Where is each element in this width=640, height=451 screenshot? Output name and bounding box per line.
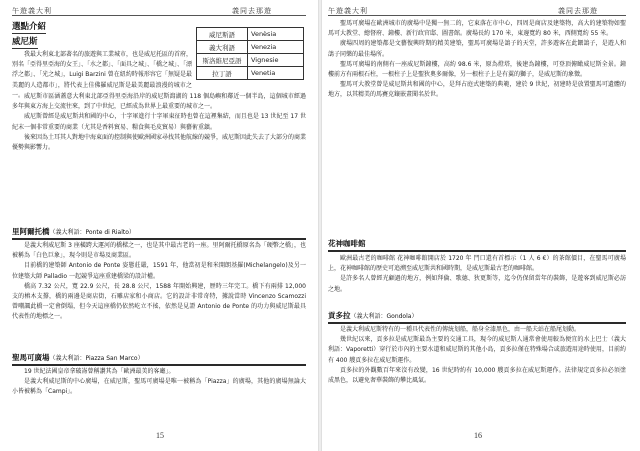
- name-row: [197, 28, 304, 41]
- intro-paragraph: 威尼斯曾經是威尼斯共和國的中心，十字軍進行十字軍東征時也曾在這裡集結，而且也是 13 世紀至 17 世紀末一個非常重要的商業（尤其是香料貿易、糧食與毛皮貿易）與藝術重鎮。: [12, 113, 306, 131]
- rialto-heading: [12, 226, 135, 237]
- rialto-body: [12, 241, 306, 351]
- name-lang: 拉丁語: [197, 67, 248, 80]
- san-marco-subtitle: （義大利語：Piazza San Marco）: [49, 355, 144, 362]
- header-rule: [12, 15, 306, 16]
- san-marco-paragraph: 19 世紀法國皇帝拿破崙曾稱讚其為「歐洲最美的客廳」。: [24, 368, 175, 375]
- running-header-right: 義同去那遊: [558, 7, 598, 15]
- san-marco-paragraph: 聖馬可大教堂曾是威尼斯共和國的中心，是拜占庭式建築的典範，建於 9 世紀，初建時是放置聖馬可遺體的地方，以其精美的馬賽克鑲嵌畫聞名於世。: [328, 81, 626, 99]
- gondola-paragraph: 幾世紀以來，貢多拉是威尼斯最為主要的交通工具，現今的威尼斯人通常會使用較為便宜的水上巴士（義大利語：Vaporetti）穿行於市內的主要水道和威尼斯的其他小島，貢多拉僅在特殊場合或旅遊用途時使用，目前約有 400 艘貢多拉在威尼斯運作。: [328, 336, 626, 364]
- heading-bar: [12, 364, 306, 366]
- florian-title: 花神咖啡館: [328, 239, 366, 248]
- rialto-paragraph: 目前橋的建築師 Antonio de Ponte 姿態莊嚴，1591 年，他當初是和米開朗基羅(Michelangelo)及另一位建築大師 Palladio 一起競爭這座重建橋梁的設計權。: [12, 262, 306, 280]
- running-header-left: 午遊義大利: [12, 7, 52, 15]
- name-lang: 威尼斯語: [197, 28, 248, 41]
- san-marco-paragraph: 是義大利威尼斯的中心廣場，在威尼斯，聖馬可廣場是唯一被稱為「Piazza」的廣場，其他的廣場無論大小皆被稱為「Campi」。: [12, 378, 306, 396]
- intro-lead: [12, 50, 193, 99]
- name-native: Venetia: [248, 67, 304, 80]
- gondola-body: [328, 325, 626, 429]
- heading-bar: [12, 238, 306, 240]
- page-number: 16: [474, 431, 482, 440]
- florian-body: [328, 254, 626, 306]
- rialto-paragraph: 是義大利威尼斯 3 座橫跨大運河的橋樑之一，也是其中最古老的一座。里阿爾托橋原名為「硬幣之橋」，也被稱為「白色巨象」，現今則是市場及商業區。: [12, 242, 306, 260]
- san-marco-heading: [12, 352, 144, 363]
- page-number: 15: [156, 431, 164, 440]
- name-row: [197, 41, 304, 54]
- name-row: [197, 67, 304, 80]
- intro-paragraph: 威尼斯市區涵蓋意大利東北部亞得里亞海沿岸的威尼斯瀉湖的 118 個島嶼和鄰近一個半島，這個城市經過多年與東方海上交流往來，到了中世紀，已經成為世界上最重要的城市之一。: [12, 93, 306, 111]
- san-marco-body: [12, 367, 306, 427]
- intro-paragraph: 後來因為土耳其人對地中海東面的控制與使歐洲國家尋找其他航線的競爭，威尼斯因此失去了大部分的商業優勢與影響力。: [12, 133, 307, 152]
- name-native: Venèsia: [248, 28, 304, 41]
- san-marco-paragraph: 聖馬可廣場在歐洲城市的廣場中是獨一無二的，它東落在市中心，四周是商店及建築物，高大的建築物如聖馬可大教堂、總督府、鐘樓、新行政官邸、圖書館。廣場長約 170 米，東邊寬約 80 米，西側寬約 55 米。: [328, 20, 626, 38]
- right-page: [320, 0, 640, 451]
- gondola-paragraph: 是義大利威尼斯特有的一種具代表性的傳統划船，船身全漆黑色，由一船夫站在船尾划動。: [340, 326, 581, 333]
- rialto-paragraph: 橋高 7.32 公尺，寬 22.9 公尺，長 28.8 公尺，1588 年開始興建，歷時三年完工。橋下有兩排 12,000 支的樁木支撐，橋的兩邊是商店街，石雕店家和小商店。它的設計非常奇特，據說當時 Vincenzo Scamozzi 曾嘲諷此橋一定會倒塌，但今天這座橋仍依然屹立不搖，依然是見證 Antonio de Ponte 的功力與威尼斯最具代表性的地標之一。: [12, 282, 306, 321]
- florian-paragraph: 是許多名人曾經光顧過的地方，例如拜倫、歌德、狄更斯等，迄今仍保留當年的裝飾，是遊客到威尼斯必訪之地。: [328, 275, 626, 293]
- heading-bar: [328, 250, 626, 252]
- san-marco-title: 聖馬可廣場: [12, 353, 50, 362]
- name-table: [196, 27, 304, 80]
- heading-bar: [328, 322, 626, 324]
- florian-heading: [328, 238, 366, 249]
- running-header-right: 義同去那遊: [232, 7, 272, 15]
- running-header-left: 午遊義大利: [328, 7, 368, 15]
- gondola-heading: [328, 310, 417, 321]
- san-marco-continued: [328, 19, 626, 217]
- header-rule: [328, 15, 626, 16]
- section-title: 選點介紹: [12, 22, 47, 32]
- name-native: Vignesie: [248, 54, 304, 67]
- name-row: [197, 54, 304, 67]
- rialto-title: 里阿爾托橋: [12, 227, 50, 236]
- name-native: Venezia: [248, 41, 304, 54]
- san-marco-paragraph: 廣場四周的建築都是文藝復興時期的精美建築，聖馬可廣場是鴿子的天堂，許多遊客在此餵鴿子，是遊人和鴿子同樂的最佳場所。: [328, 40, 626, 58]
- gondola-paragraph: 貢多拉的外觀數百年來沒有改變，16 世紀時約有 10,000 艘貢多拉在威尼斯運作。法律規定貢多拉必須塗成黑色，以避免奢華裝飾的攀比風氣。: [328, 366, 626, 385]
- gondola-title: 貢多拉: [328, 311, 351, 320]
- subsection-title: 威尼斯: [12, 37, 38, 47]
- florian-paragraph: 歐洲最古老的咖啡館 花神咖啡館開店於 1720 年 門口還有首標示（1 人 6 €）的茶館價目，在聖馬可廣場上，花神咖啡館的歷史可追溯至威尼斯共和國時期，是威尼斯最古老的咖啡館。: [328, 255, 626, 273]
- san-marco-paragraph: 聖馬可廣場的南側有一座威尼斯鐘樓，高約 98.6 米，原為燈塔，後建為鐘樓，可登頂俯瞰威尼斯全景。鐘樓前方有兩根石柱，一根柱子上是聖狄奧多爾像，另一根柱子上是有翼的獅子，是威尼斯的象徵。: [328, 60, 626, 79]
- intro-paragraph: 我最大利東北部著名的旅遊與工業城市，也是威尼托區的首府，別名「亞得里亞海的女王」、「水之都」、「面具之城」、「橋之城」、「漂浮之都」、「光之城」，Luigi Barzini 曾在紐約時報形容它「無疑是最美麗的人造都市」，將代表上佳佛羅威尼斯是最美麗最浪漫的城市之一。: [12, 51, 193, 99]
- gondola-subtitle: （義大利語：Gondola）: [350, 313, 418, 320]
- intro-body: [12, 92, 306, 220]
- name-lang: 斯洛維尼亞語: [197, 54, 248, 67]
- rialto-subtitle: （義大利語：Ponte di Rialto）: [49, 229, 135, 236]
- name-lang: 義大利語: [197, 41, 248, 54]
